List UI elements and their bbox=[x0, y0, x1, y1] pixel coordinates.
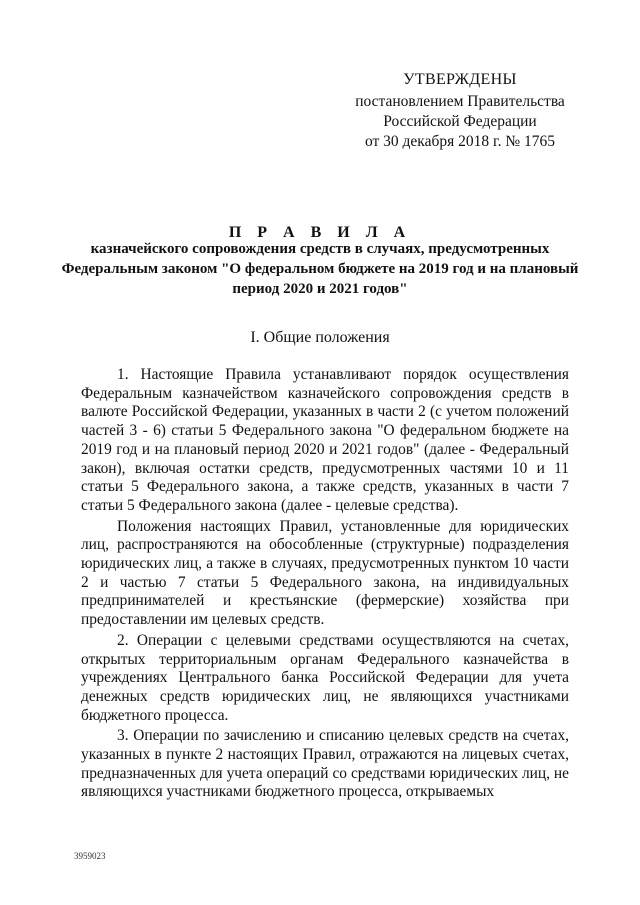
approval-line-3: от 30 декабря 2018 г. № 1765 bbox=[364, 133, 556, 150]
section-heading: I. Общие положения bbox=[250, 329, 390, 346]
approval-line-1: постановлением Правительства bbox=[355, 93, 565, 110]
approval-block bbox=[340, 70, 580, 152]
document-body bbox=[81, 366, 569, 804]
paragraph-1: 1. Настоящие Правила устанавливают порядок осуществления Федеральным казначейством казначейского сопровождения средств в валюте Российской Федерации, указанных в части 2 (с учетом положений частей 3 - 6) статьи 5 Федерального закона "О федеральном бюджете на 2019 год и на плановый период 2020 и 2021 годов" (далее - Федеральный закон), включая остатки средств, предусмотренных частями 10 и 11 статьи 5 Федерального закона, а также средств, указанных в части 7 статьи 5 Федерального закона (далее - целевые средства). bbox=[81, 366, 569, 514]
document-code: 3959023 bbox=[74, 851, 106, 861]
document-title: П Р А В И Л А bbox=[228, 224, 412, 241]
paragraph-4: 3. Операции по зачислению и списанию целевых средств на счетах, указанных в пункте 2 настоящих Правил, отражаются на лицевых счетах, предназначенных для учета операций со средствами юридических лиц, не являющихся участниками бюджетного процесса, открываемых bbox=[81, 727, 569, 801]
approval-line-2: Российской Федерации bbox=[383, 113, 537, 130]
paragraph-3: 2. Операции с целевыми средствами осуществляются на счетах, открытых территориальным органам Федерального казначейства в учреждениях Центрального банка Российской Федерации для учета денежных средств юридических лиц, не являющихся участниками бюджетного процесса. bbox=[81, 631, 569, 724]
document-subtitle: казначейского сопровождения средств в случаях, предусмотренных Федеральным законом "О федеральном бюджете на 2019 год и на плановый период 2020 и 2021 годов" bbox=[61, 241, 579, 297]
paragraph-2: Положения настоящих Правил, установленные для юридических лиц, распространяются на обособленные (структурные) подразделения юридических лиц, а также в случаях, предусмотренных пунктом 10 части 2 и частью 7 статьи 5 Федерального закона, на индивидуальных предпринимателей и крестьянские (фермерские) хозяйства при предоставлении им целевых средств. bbox=[81, 517, 569, 629]
approval-heading: УТВЕРЖДЕНЫ bbox=[403, 71, 517, 88]
